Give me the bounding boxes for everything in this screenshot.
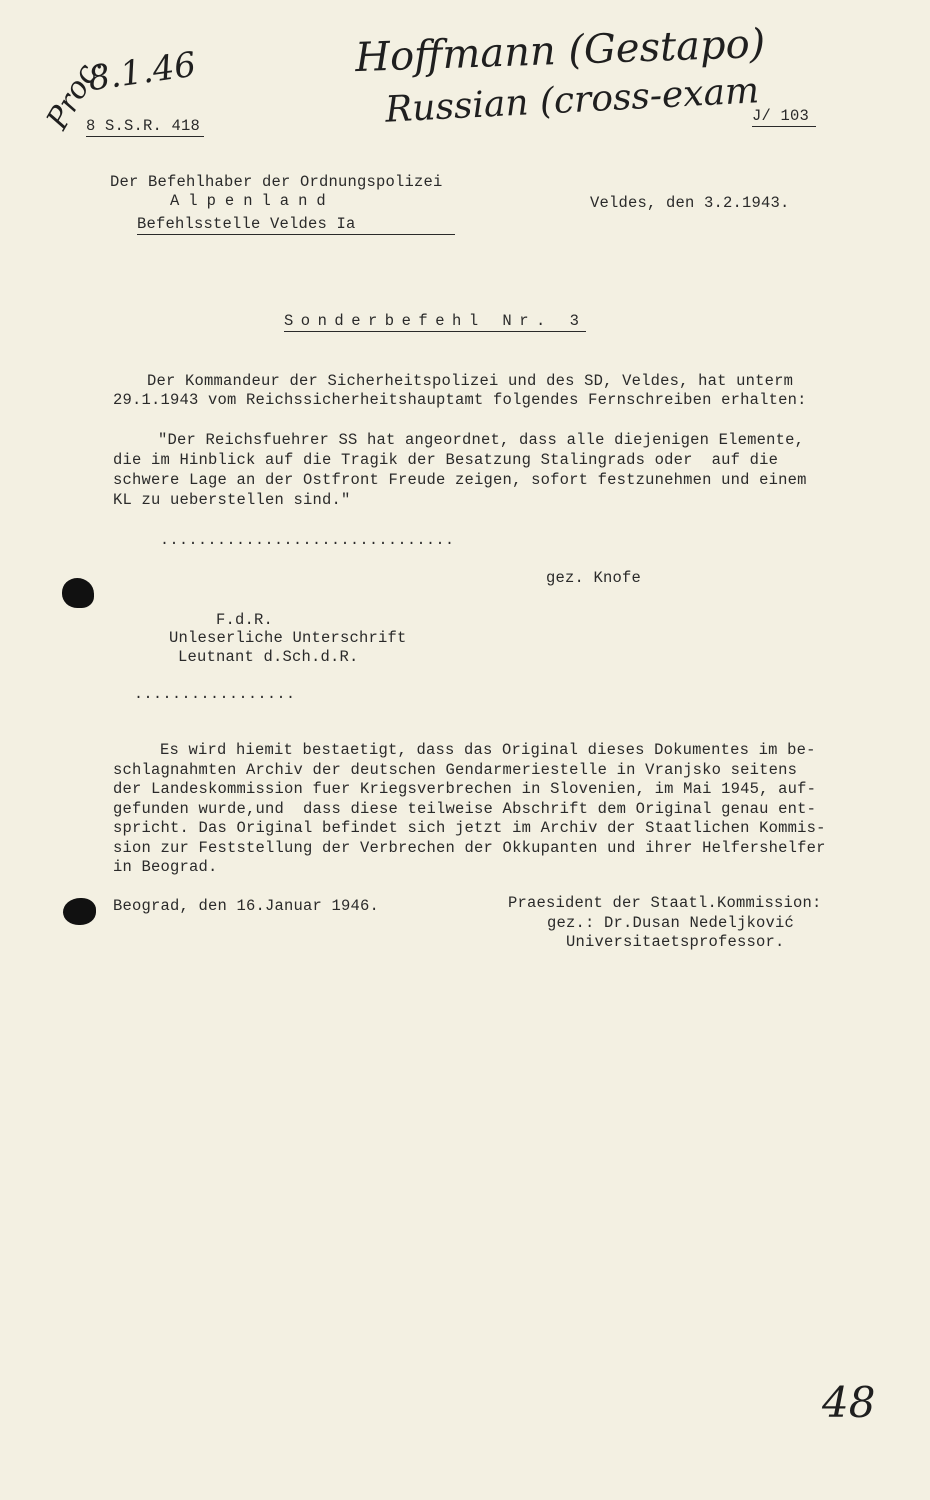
dotted-separator-1: ............................... bbox=[160, 532, 455, 549]
issuing-authority-line2: Alpenland bbox=[170, 192, 335, 210]
quote-line4: KL zu ueberstellen sind." bbox=[113, 491, 351, 509]
certification-line6: sion zur Feststellung der Verbrechen der Okkupanten und ihrer Helfershelfer bbox=[113, 839, 826, 857]
document-number: 8 S.S.R. 418 bbox=[86, 116, 204, 137]
president-signature: gez.: Dr.Dusan Nedeljković bbox=[547, 914, 795, 932]
certification-line5: spricht. Das Original befindet sich jetzt im Archiv der Staatlichen Kommis- bbox=[113, 819, 826, 837]
handwritten-note-top-center-1: Hoffmann (Gestapo) bbox=[354, 20, 766, 82]
certification-line4: gefunden wurde,und dass diese teilweise Abschrift dem Original genau ent- bbox=[113, 800, 817, 818]
fdr-line3: Leutnant d.Sch.d.R. bbox=[178, 648, 359, 666]
quote-line1: "Der Reichsfuehrer SS hat angeordnet, dass alle diejenigen Elemente, bbox=[158, 431, 805, 449]
page-title: Sonderbefehl Nr. 3 bbox=[284, 312, 587, 330]
handwritten-page-number: 48 bbox=[822, 1378, 876, 1427]
quote-line2: die im Hinblick auf die Tragik der Besatzung Stalingrads oder auf die bbox=[113, 451, 779, 469]
dotted-separator-2: ................. bbox=[134, 686, 296, 703]
intro-text-line2: 29.1.1943 vom Reichssicherheitshauptamt folgendes Fernschreiben erhalten: bbox=[113, 391, 807, 409]
handwritten-note-top-center-2: Russian (cross-exam bbox=[384, 70, 761, 131]
handwritten-note-top-left-2: 8.1.46 bbox=[85, 44, 199, 100]
quote-line3: schwere Lage an der Ostfront Freude zeigen, sofort festzunehmen und einem bbox=[113, 471, 807, 489]
president-position: Universitaetsprofessor. bbox=[566, 933, 785, 951]
intro-text-line1: Der Kommandeur der Sicherheitspolizei und des SD, Veldes, hat unterm bbox=[147, 372, 794, 390]
ink-blot bbox=[62, 578, 94, 608]
certification-line7: in Beograd. bbox=[113, 858, 218, 876]
signed-by: gez. Knofe bbox=[546, 569, 642, 587]
fdr-line1: F.d.R. bbox=[216, 611, 274, 629]
footer-place-date: Beograd, den 16.Januar 1946. bbox=[113, 897, 380, 915]
issuing-authority-line1: Der Befehlhaber der Ordnungspolizei bbox=[110, 173, 443, 191]
issuing-authority-line3: Befehlsstelle Veldes Ia bbox=[137, 214, 455, 235]
certification-line1: Es wird hiemit bestaetigt, dass das Original dieses Dokumentes im be- bbox=[160, 741, 816, 759]
certification-line3: der Landeskommission fuer Kriegsverbrechen in Slovenien, im Mai 1945, auf- bbox=[113, 780, 817, 798]
fdr-line2: Unleserliche Unterschrift bbox=[169, 629, 407, 647]
ink-blot-2 bbox=[63, 898, 96, 925]
file-reference: J/ 103 bbox=[752, 106, 816, 127]
president-title: Praesident der Staatl.Kommission: bbox=[508, 894, 822, 912]
handwritten-note-top-left-1: Proc. bbox=[40, 49, 110, 136]
certification-line2: schlagnahmten Archiv der deutschen Gendarmeriestelle in Vranjsko seitens bbox=[113, 761, 798, 779]
place-and-date: Veldes, den 3.2.1943. bbox=[590, 194, 790, 212]
